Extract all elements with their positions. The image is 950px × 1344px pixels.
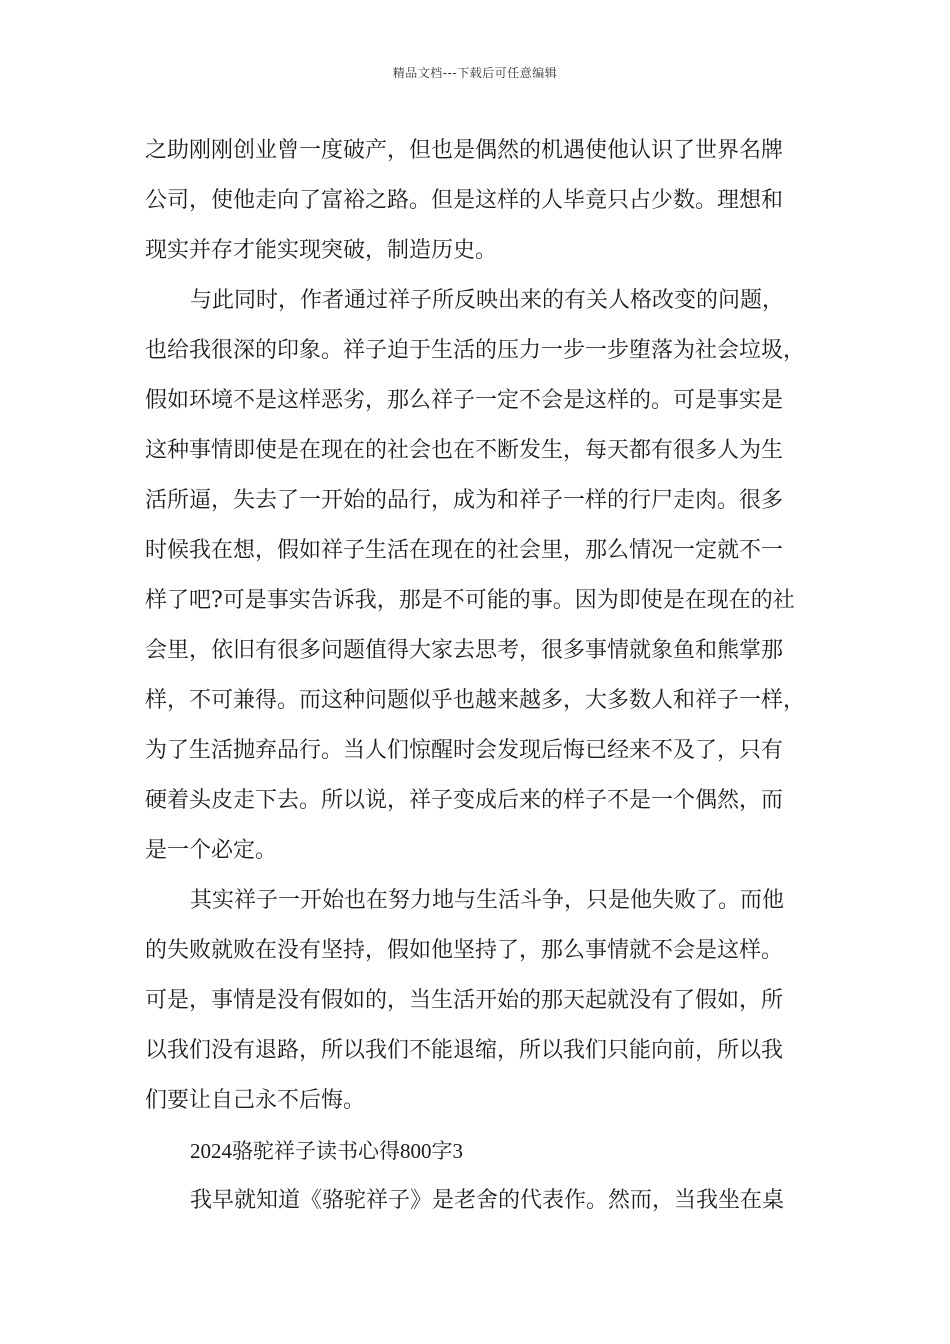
text-line: 的失败就败在没有坚持，假如他坚持了，那么事情就不会是这样。: [145, 938, 784, 963]
text-line: 活所逼，失去了一开始的品行，成为和祥子一样的行尸走肉。很多: [145, 488, 784, 513]
text-line: 现实并存才能实现突破，制造历史。: [145, 238, 498, 263]
text-line: 其实祥子一开始也在努力地与生活斗争，只是他失败了。而他: [190, 888, 785, 913]
text-line: 样，不可兼得。而这种问题似乎也越来越多，大多数人和祥子一样，: [145, 688, 806, 713]
text-line: 公司，使他走向了富裕之路。但是这样的人毕竟只占少数。理想和: [145, 188, 784, 213]
text-line: 以我们没有退路，所以我们不能退缩，所以我们只能向前，所以我: [145, 1038, 784, 1063]
section-heading: 2024骆驼祥子读书心得800字3: [190, 1139, 463, 1163]
text-line: 之助刚刚创业曾一度破产，但也是偶然的机遇使他认识了世界名牌: [145, 138, 784, 163]
document-body: [145, 126, 817, 1226]
page-header: 精品文档---下载后可任意编辑: [392, 66, 558, 80]
text-line: 是一个必定。: [145, 838, 278, 863]
text-line: 硬着头皮走下去。所以说，祥子变成后来的样子不是一个偶然，而: [145, 788, 784, 813]
text-line: 们要让自己永不后悔。: [145, 1088, 366, 1113]
text-line: 时候我在想，假如祥子生活在现在的社会里，那么情况一定就不一: [145, 538, 784, 563]
text-line: 也给我很深的印象。祥子迫于生活的压力一步一步堕落为社会垃圾，: [145, 338, 806, 363]
paragraph-1: [145, 126, 817, 276]
text-line: 我早就知道《骆驼祥子》是老舍的代表作。然而，当我坐在桌: [190, 1188, 785, 1213]
paragraph-2: [145, 276, 817, 876]
text-line: 会里，依旧有很多问题值得大家去思考，很多事情就象鱼和熊掌那: [145, 638, 784, 663]
text-line: 与此同时，作者通过祥子所反映出来的有关人格改变的问题，: [190, 288, 785, 313]
text-line: 为了生活抛弃品行。当人们惊醒时会发现后悔已经来不及了，只有: [145, 738, 784, 763]
text-line: 可是，事情是没有假如的，当生活开始的那天起就没有了假如，所: [145, 988, 784, 1013]
text-line: 这种事情即使是在现在的社会也在不断发生，每天都有很多人为生: [145, 438, 784, 463]
text-line: 样了吧?可是事实告诉我，那是不可能的事。因为即使是在现在的社: [145, 588, 795, 613]
paragraph-4: [145, 1176, 817, 1226]
text-line: 假如环境不是这样恶劣，那么祥子一定不会是这样的。可是事实是: [145, 388, 784, 413]
paragraph-3: [145, 876, 817, 1126]
